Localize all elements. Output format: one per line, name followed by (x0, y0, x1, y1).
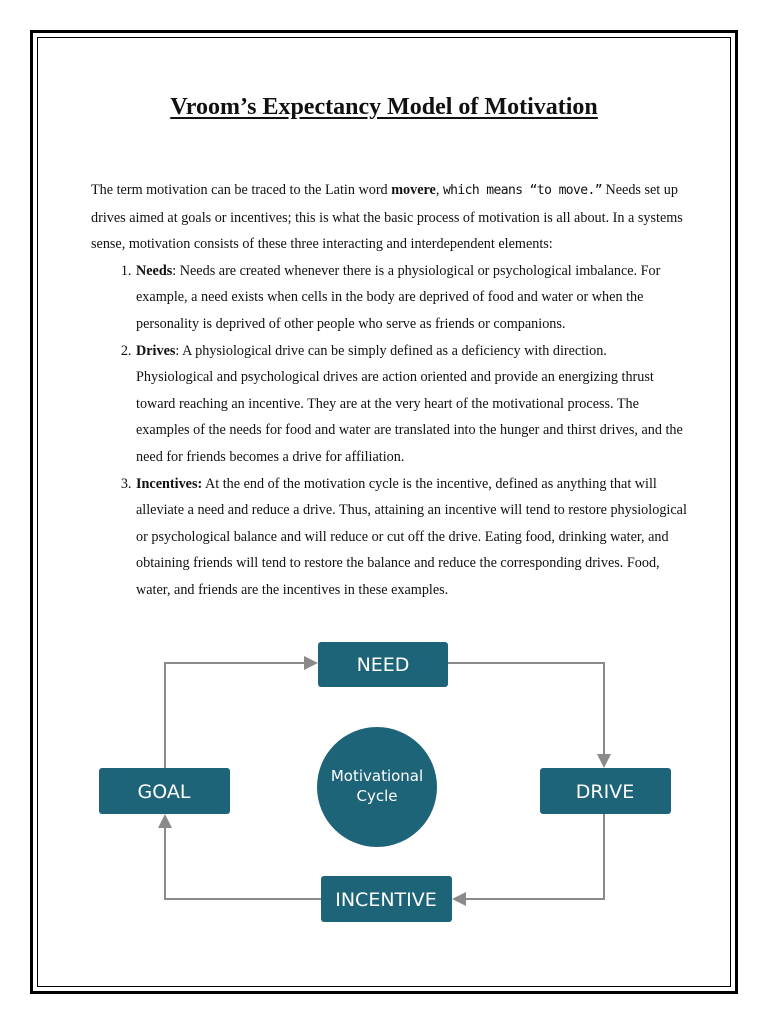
list-item-sep: : (175, 342, 183, 359)
list-item-term: Incentives: (136, 475, 203, 492)
document-body (91, 177, 687, 604)
list-item-drives (135, 338, 687, 471)
elements-list (91, 258, 687, 604)
list-item-text: Needs are created whenever there is a physiological or psychological imbalance. For example, a need exists when cells in the body are deprived of food and water or when the personality is deprived of other people who serve as friends or companions. (136, 262, 661, 332)
list-item-needs (135, 258, 687, 338)
list-item-incentives (135, 471, 687, 604)
drive-box (540, 768, 671, 814)
arrow-goal-to-need (165, 663, 306, 768)
drive-label: DRIVE (575, 781, 635, 803)
center-label-line1: Motivational (330, 767, 424, 785)
goal-box (99, 768, 230, 814)
list-item-term: Needs (136, 262, 173, 279)
arrow-head-need (304, 656, 318, 670)
intro-quote: which means “to move.” (442, 183, 602, 198)
list-item-text: At the end of the motivation cycle is the incentive, defined as anything that will alleviate a need and reduce a drive. Thus, attaining an incentive will tend to restore physiological or psychological balance and will reduce or cut off the drive. Eating food, drinking water, and obtaining friends will tend to restore the balance and reduce the corresponding drives. Food, water, and friends are the incentives in these examples. (136, 475, 687, 598)
arrow-head-incentive (452, 892, 466, 906)
arrow-incentive-to-goal (165, 826, 322, 899)
need-label: NEED (356, 654, 410, 676)
goal-label: GOAL (137, 781, 191, 803)
arrow-need-to-drive (448, 663, 604, 756)
motivational-cycle-diagram (0, 630, 768, 940)
arrow-head-goal (158, 814, 172, 828)
intro-after: Needs set up drives aimed at goals or incentives; this is what the basic process of motivation is all about. In a systems sense, motivation consists of these three interacting and interdependent elements: (91, 182, 683, 253)
intro-latin-word: movere (391, 182, 436, 198)
page-title: Vroom’s Expectancy Model of Motivation (170, 94, 598, 120)
intro-before: The term motivation can be traced to the Latin word (91, 182, 392, 198)
arrow-drive-to-incentive (464, 814, 604, 899)
arrow-head-drive (597, 754, 611, 768)
incentive-label: INCENTIVE (335, 889, 437, 911)
incentive-box (321, 876, 452, 922)
list-item-text: A physiological drive can be simply defined as a deficiency with direction. Physiological and psychological drives are action oriented and provide an energizing thrust toward reaching an incentive. They are at the very heart of the motivational process. The examples of the needs for food and water are translated into the hunger and thirst drives, and the need for friends becomes a drive for affiliation. (136, 342, 683, 465)
intro-paragraph (91, 177, 687, 258)
motivational-cycle-circle (317, 727, 437, 847)
list-item-term: Drives (136, 342, 176, 359)
intro-comma: , (435, 182, 443, 198)
list-item-sep: : (172, 262, 180, 279)
center-label-line2: Cycle (356, 787, 398, 805)
need-box (318, 642, 448, 687)
